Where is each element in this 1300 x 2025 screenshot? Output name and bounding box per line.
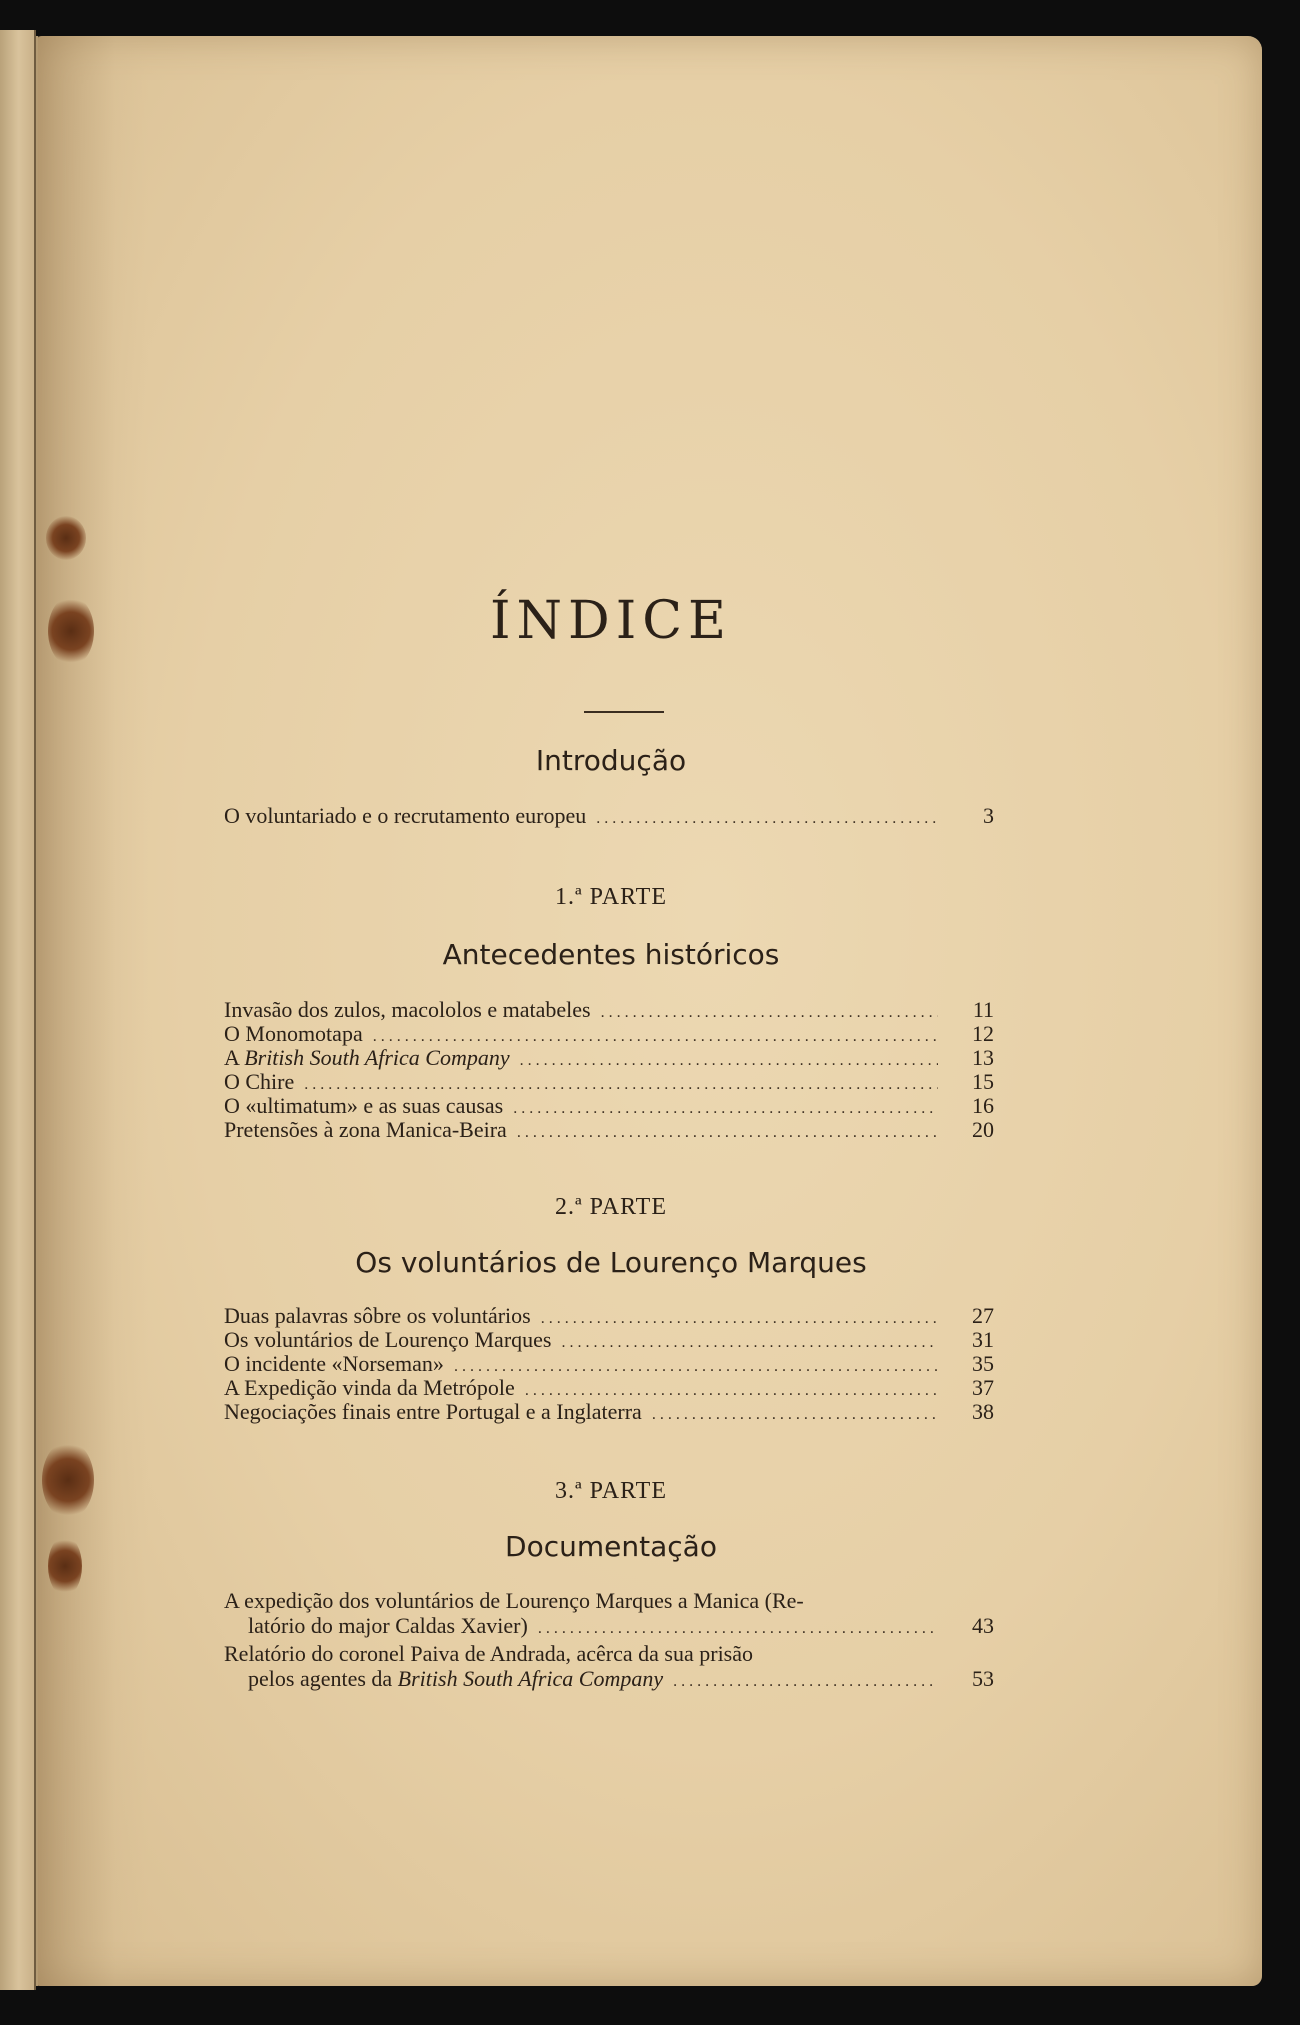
leader-dots bbox=[541, 1304, 938, 1331]
toc-entry-title bbox=[224, 1046, 514, 1070]
toc-entry-title: O Monomotapa bbox=[224, 1021, 363, 1046]
toc-entry bbox=[224, 1328, 994, 1352]
leader-dots bbox=[538, 1613, 938, 1641]
toc-entry-page: 15 bbox=[972, 1069, 994, 1094]
toc-entry-prefix: pelos agentes da bbox=[248, 1666, 398, 1691]
toc-entry-italic: British South Africa Company bbox=[244, 1045, 510, 1070]
toc-entry-line bbox=[224, 1641, 994, 1666]
toc-entry-title-continued: latório do major Caldas Xavier) bbox=[248, 1613, 528, 1638]
book-page bbox=[36, 36, 1262, 1986]
toc-entry bbox=[224, 998, 994, 1022]
leader-dots bbox=[513, 1094, 938, 1121]
binding-stain bbox=[48, 1536, 82, 1596]
toc-entry bbox=[224, 1304, 994, 1328]
leader-dots bbox=[596, 804, 938, 831]
intro-toc bbox=[224, 804, 994, 828]
toc-entry-title: A Expedição vinda da Metrópole bbox=[224, 1375, 515, 1400]
toc-entry-title: Os voluntários de Lourenço Marques bbox=[224, 1327, 552, 1352]
toc-entry-page: 27 bbox=[972, 1303, 994, 1328]
toc-entry-title: Relatório do coronel Paiva de Andrada, acêrca da sua prisão bbox=[224, 1641, 754, 1666]
toc-entry-page: 11 bbox=[972, 997, 994, 1022]
toc-entry-page: 13 bbox=[972, 1045, 994, 1070]
toc-entry-title: Pretensões à zona Manica-Beira bbox=[224, 1117, 507, 1142]
part2-toc bbox=[224, 1304, 994, 1424]
toc-entry bbox=[224, 1400, 994, 1424]
part1-heading: Antecedentes históricos bbox=[442, 938, 780, 971]
toc-entry bbox=[224, 1118, 994, 1142]
toc-entry-line bbox=[224, 1666, 994, 1694]
part3-label: 3.ª PARTE bbox=[555, 1478, 667, 1504]
toc-entry bbox=[224, 804, 994, 828]
toc-entry-line bbox=[224, 1613, 994, 1641]
part2-label: 2.ª PARTE bbox=[555, 1194, 667, 1220]
toc-entry-line bbox=[224, 1588, 994, 1613]
part3-heading: Documentação bbox=[505, 1530, 717, 1563]
toc-entry-page: 53 bbox=[972, 1666, 994, 1691]
toc-entry-page: 12 bbox=[972, 1021, 994, 1046]
toc-entry-page: 20 bbox=[972, 1117, 994, 1142]
toc-entry bbox=[224, 1588, 994, 1641]
leader-dots bbox=[454, 1352, 938, 1379]
leader-dots bbox=[652, 1400, 938, 1427]
toc-entry bbox=[224, 1022, 994, 1046]
toc-entry-page: 16 bbox=[972, 1093, 994, 1118]
title-divider bbox=[584, 711, 664, 713]
toc-entry-prefix: A bbox=[224, 1045, 245, 1070]
page-title: ÍNDICE bbox=[489, 591, 733, 651]
toc-entry-title: O incidente «Norseman» bbox=[224, 1351, 444, 1376]
binding-stain bbox=[48, 596, 94, 666]
leader-dots bbox=[517, 1118, 938, 1145]
toc-entry-title: Invasão dos zulos, macololos e matabeles bbox=[224, 997, 591, 1022]
part3-toc bbox=[224, 1588, 994, 1694]
toc-entry-title: Negociações finais entre Portugal e a Inglaterra bbox=[224, 1399, 642, 1424]
toc-entry-page: 35 bbox=[972, 1351, 994, 1376]
spine-shadow bbox=[36, 36, 148, 1986]
toc-entry bbox=[224, 1046, 994, 1070]
toc-entry bbox=[224, 1352, 994, 1376]
leader-dots bbox=[601, 998, 938, 1025]
toc-entry-title-continued bbox=[248, 1666, 667, 1691]
binding-stain bbox=[42, 1441, 94, 1519]
toc-entry bbox=[224, 1070, 994, 1094]
binding-stain bbox=[46, 516, 86, 560]
toc-entry-page: 37 bbox=[972, 1375, 994, 1400]
intro-heading: Introdução bbox=[535, 744, 687, 777]
toc-entry-italic: British South Africa Company bbox=[397, 1666, 664, 1691]
leader-dots bbox=[520, 1046, 938, 1073]
toc-entry-title: O Chire bbox=[224, 1069, 295, 1094]
part1-toc bbox=[224, 998, 994, 1142]
toc-entry-title: Duas palavras sôbre os voluntários bbox=[224, 1303, 531, 1328]
toc-entry-page: 38 bbox=[972, 1399, 994, 1424]
part2-heading: Os voluntários de Lourenço Marques bbox=[355, 1246, 867, 1279]
toc-entry-title: O voluntariado e o recrutamento europeu bbox=[224, 803, 587, 828]
toc-entry-page: 3 bbox=[983, 803, 994, 828]
toc-entry-page: 31 bbox=[972, 1327, 994, 1352]
toc-entry bbox=[224, 1094, 994, 1118]
toc-entry-title: A expedição dos voluntários de Lourenço Marques a Manica (Re- bbox=[224, 1588, 804, 1613]
toc-entry-page: 43 bbox=[972, 1613, 994, 1638]
part1-label: 1.ª PARTE bbox=[555, 884, 667, 910]
toc-entry-title: O «ultimatum» e as suas causas bbox=[224, 1093, 504, 1118]
leader-dots bbox=[673, 1666, 938, 1694]
toc-entry bbox=[224, 1641, 994, 1694]
leader-dots bbox=[561, 1328, 938, 1355]
toc-entry bbox=[224, 1376, 994, 1400]
previous-page-edge bbox=[0, 30, 36, 1990]
